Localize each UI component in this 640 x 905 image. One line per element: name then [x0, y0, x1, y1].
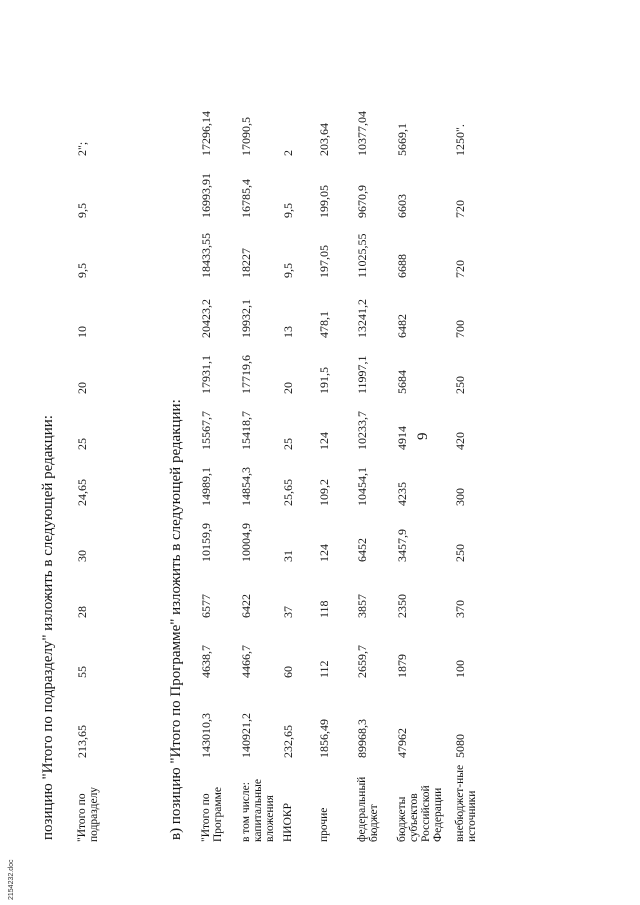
table-cell: 11997,1: [355, 355, 369, 394]
table-cell: 13: [281, 326, 295, 338]
table-cell: 4914: [395, 426, 409, 450]
table-cell: 10454,1: [355, 467, 369, 506]
table-cell: 25: [281, 438, 295, 450]
table-cell: 20423,2: [199, 299, 213, 338]
table-cell: 6603: [395, 194, 409, 218]
table-cell: 3857: [355, 594, 369, 618]
table-cell: 1879: [395, 654, 409, 678]
table-cell: 720: [453, 260, 467, 278]
table-cell: 250: [453, 544, 467, 562]
table-cell: 31: [281, 550, 295, 562]
table-cell: 232,65: [281, 725, 295, 758]
table-cell: 1856,49: [317, 719, 331, 758]
table-cell: 15567,7: [199, 411, 213, 450]
row-label: в том числе: капитальные вложения: [240, 778, 276, 842]
table-cell: 2350: [395, 594, 409, 618]
table-cell: 9,5: [281, 263, 295, 278]
table-cell: 143010,3: [199, 713, 213, 758]
table-cell: 47962: [395, 728, 409, 758]
doc-id: 2154232.doc: [8, 859, 15, 900]
table-cell: 2";: [75, 141, 89, 156]
table-cell: 37: [281, 606, 295, 618]
table-cell: 4235: [395, 482, 409, 506]
table-cell: 9,5: [75, 203, 89, 218]
table-cell: 4638,7: [199, 645, 213, 678]
table-cell: 197,05: [317, 245, 331, 278]
table-cell: 24,65: [75, 479, 89, 506]
table-cell: 420: [453, 432, 467, 450]
table-cell: 124: [317, 544, 331, 562]
table-cell: 300: [453, 488, 467, 506]
row-label: "Итого по Программе: [200, 786, 224, 842]
table-cell: 60: [281, 666, 295, 678]
table-cell: 14854,3: [239, 467, 253, 506]
table-cell: 109,2: [317, 479, 331, 506]
table-cell: 18433,55: [199, 233, 213, 278]
table-cell: 100: [453, 660, 467, 678]
table-cell: 112: [317, 660, 331, 678]
table-cell: 6688: [395, 254, 409, 278]
table-cell: 250: [453, 376, 467, 394]
table-cell: 6452: [355, 538, 369, 562]
row-label: внебюджет-ные источники: [454, 764, 478, 842]
table-cell: 17090,5: [239, 117, 253, 156]
table-cell: 15418,7: [239, 411, 253, 450]
table-cell: 124: [317, 432, 331, 450]
table-cell: 30: [75, 550, 89, 562]
table-cell: 20: [281, 382, 295, 394]
table-cell: 5080: [453, 734, 467, 758]
table-cell: 5684: [395, 370, 409, 394]
table-cell: 14989,1: [199, 467, 213, 506]
table-cell: 9670,9: [355, 185, 369, 218]
table-cell: 25: [75, 438, 89, 450]
table-cell: 720: [453, 200, 467, 218]
table-cell: 370: [453, 600, 467, 618]
table-cell: 18227: [239, 248, 253, 278]
table-cell: 25,65: [281, 479, 295, 506]
table-cell: 13241,2: [355, 299, 369, 338]
table-cell: 89968,3: [355, 719, 369, 758]
table-cell: 478,1: [317, 311, 331, 338]
table-cell: 4466,7: [239, 645, 253, 678]
table-cell: 6482: [395, 314, 409, 338]
table-cell: 140921,2: [239, 713, 253, 758]
table-cell: 118: [317, 600, 331, 618]
table-cell: 28: [75, 606, 89, 618]
row-label: прочие: [318, 807, 330, 842]
table-cell: 10159,9: [199, 523, 213, 562]
heading-subsection: позицию "Итого по подразделу" изложить в следующей редакции:: [40, 415, 56, 840]
table-cell: 16993,91: [199, 173, 213, 218]
table-cell: 17296,14: [199, 111, 213, 156]
table-cell: 3457,9: [395, 529, 409, 562]
table-cell: 203,64: [317, 123, 331, 156]
table-cell: 6577: [199, 594, 213, 618]
table-cell: 199,05: [317, 185, 331, 218]
row-label: федеральный бюджет: [356, 776, 380, 842]
table-cell: 16785,4: [239, 179, 253, 218]
table-cell: 213,65: [75, 725, 89, 758]
table-cell: 11025,55: [355, 233, 369, 278]
table-cell: 2659,7: [355, 645, 369, 678]
table-cell: 55: [75, 666, 89, 678]
table-cell: 9,5: [75, 263, 89, 278]
table-cell: 6422: [239, 594, 253, 618]
rotated-content: [40, 20, 600, 880]
table-cell: 2: [281, 150, 295, 156]
table-cell: 10377,04: [355, 111, 369, 156]
table-cell: 17719,6: [239, 355, 253, 394]
table-cell: 19932,1: [239, 299, 253, 338]
table-cell: 10: [75, 326, 89, 338]
table-cell: 700: [453, 320, 467, 338]
table-cell: 9,5: [281, 203, 295, 218]
row-label: бюджеты субъектов Российской Федерации: [396, 785, 444, 842]
row-label: НИОКР: [282, 803, 294, 842]
page-number: 9: [415, 432, 431, 440]
table-cell: 10004,9: [239, 523, 253, 562]
table-cell: 5669,1: [395, 123, 409, 156]
row-label: "Итого по подразделу: [76, 786, 100, 842]
heading-program: в) позицию "Итого по Программе" изложить в следующей редакции:: [168, 399, 184, 840]
table-cell: 20: [75, 382, 89, 394]
table-cell: 17931,1: [199, 355, 213, 394]
table-cell: 10233,7: [355, 411, 369, 450]
table-cell: 191,5: [317, 367, 331, 394]
table-cell: 1250".: [453, 124, 467, 156]
